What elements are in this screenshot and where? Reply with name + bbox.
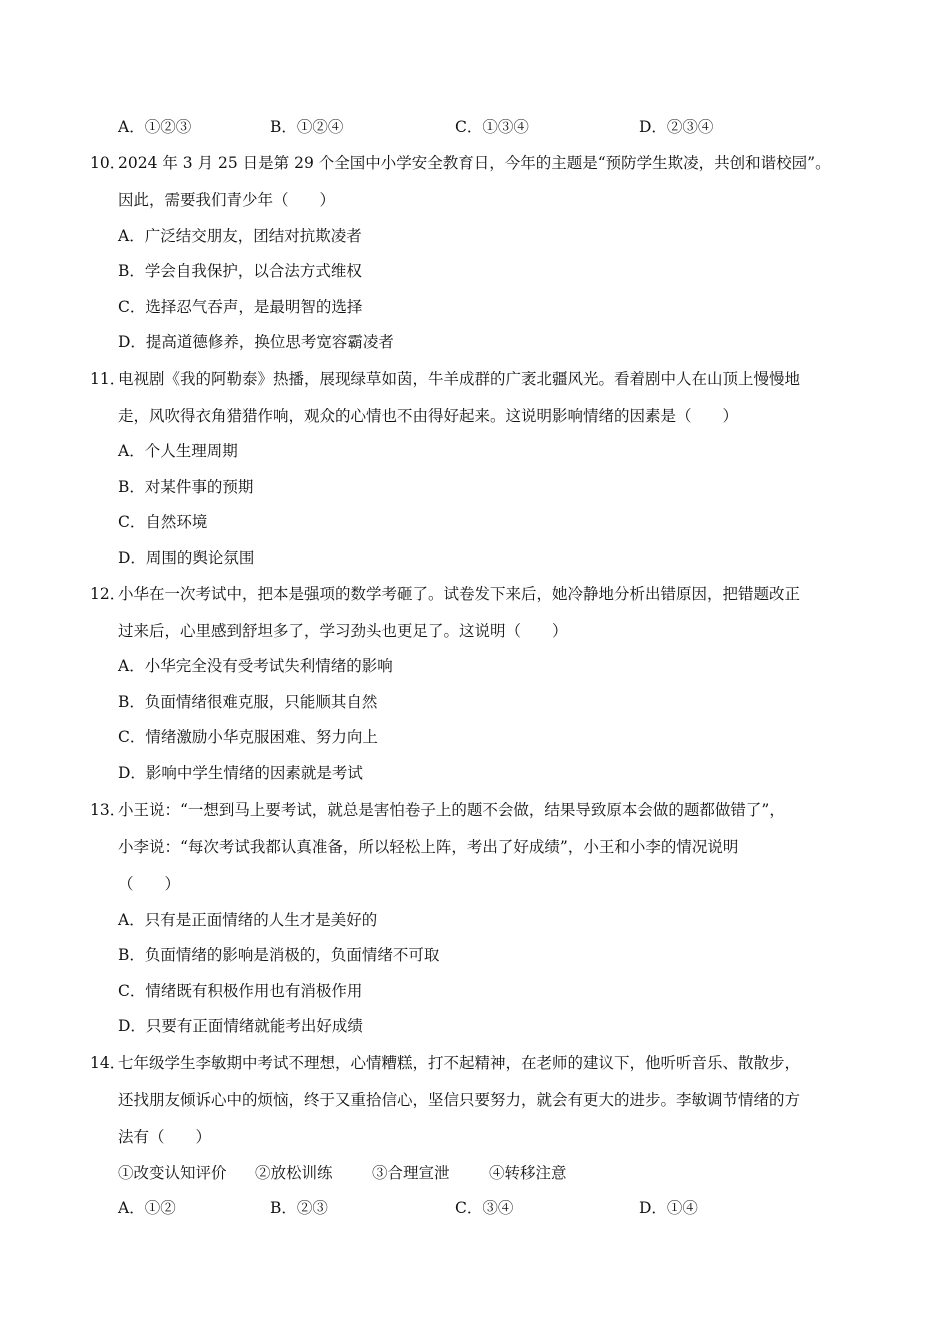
prev-option-d: D．②③④ [639, 118, 714, 136]
prev-option-b: B．①②④ [270, 118, 344, 136]
question-stem-line: 还找朋友倾诉心中的烦恼，终于又重拾信心，坚信只要努力，就会有更大的进步。李敏调节情绪的方 [118, 1091, 801, 1109]
option-a: A．只有是正面情绪的人生才是美好的 [118, 911, 378, 929]
option-b: B．学会自我保护，以合法方式维权 [118, 262, 362, 280]
question-stem-line: 过来后，心里感到舒坦多了，学习劲头也更足了。这说明（ ） [118, 622, 568, 640]
question-stem-line: （ ） [118, 875, 181, 893]
question-stem-line: 小华在一次考试中，把本是强项的数学考砸了。试卷发下来后，她冷静地分析出错原因，把错题改正 [118, 585, 801, 603]
option-d: D．周围的舆论氛围 [118, 549, 255, 567]
option-c: C．选择忍气吞声，是最明智的选择 [118, 298, 363, 316]
question-stem-line: 七年级学生李敏期中考试不理想，心情糟糕，打不起精神，在老师的建议下，他听听音乐、散散步， [118, 1054, 801, 1072]
statement-2: ②放松训练 [255, 1164, 333, 1182]
question-stem-line: 小李说：“每次考试我都认真准备，所以轻松上阵，考出了好成绩”，小王和小李的情况说明 [118, 838, 739, 856]
option-c: C．③④ [455, 1199, 514, 1217]
option-a: A．①② [118, 1199, 176, 1217]
question-number: 13． [90, 801, 126, 819]
statement-1: ①改变认知评价 [118, 1164, 227, 1182]
prev-option-a: A．①②③ [118, 118, 192, 136]
option-c: C．自然环境 [118, 513, 208, 531]
option-a: A．广泛结交朋友，团结对抗欺凌者 [118, 227, 362, 245]
option-c: C．情绪既有积极作用也有消极作用 [118, 982, 363, 1000]
option-c: C．情绪激励小华克服困难、努力向上 [118, 728, 378, 746]
question-stem-line: 小王说：“一想到马上要考试，就总是害怕卷子上的题不会做，结果导致原本会做的题都做错了”， [118, 801, 785, 819]
statement-4: ④转移注意 [489, 1164, 567, 1182]
question-number: 12． [90, 585, 126, 603]
option-a: A．小华完全没有受考试失利情绪的影响 [118, 657, 393, 675]
question-number: 14． [90, 1054, 126, 1072]
prev-option-c: C．①③④ [455, 118, 529, 136]
question-stem-line: 2024 年 3 月 25 日是第 29 个全国中小学安全教育日，今年的主题是“预防学生欺凌，共创和谐校园”。 [118, 154, 831, 172]
option-d: D．只要有正面情绪就能考出好成绩 [118, 1017, 363, 1035]
option-b: B．负面情绪很难克服，只能顺其自然 [118, 693, 378, 711]
question-stem-line: 电视剧《我的阿勒泰》热播，展现绿草如茵，牛羊成群的广袤北疆风光。看着剧中人在山顶上慢慢地 [118, 370, 801, 388]
option-d: D．提高道德修养，换位思考宽容霸凌者 [118, 333, 394, 351]
statement-3: ③合理宣泄 [372, 1164, 450, 1182]
option-b: B．②③ [270, 1199, 328, 1217]
option-d: D．①④ [639, 1199, 698, 1217]
question-number: 11． [90, 370, 126, 388]
option-a: A．个人生理周期 [118, 442, 238, 460]
question-stem-line: 因此，需要我们青少年（ ） [118, 191, 336, 209]
question-stem-line: 走，风吹得衣角猎猎作响，观众的心情也不由得好起来。这说明影响情绪的因素是（ ） [118, 407, 739, 425]
option-d: D．影响中学生情绪的因素就是考试 [118, 764, 363, 782]
question-stem-line: 法有（ ） [118, 1128, 212, 1146]
option-b: B．对某件事的预期 [118, 478, 254, 496]
question-number: 10． [90, 154, 126, 172]
option-b: B．负面情绪的影响是消极的，负面情绪不可取 [118, 946, 440, 964]
